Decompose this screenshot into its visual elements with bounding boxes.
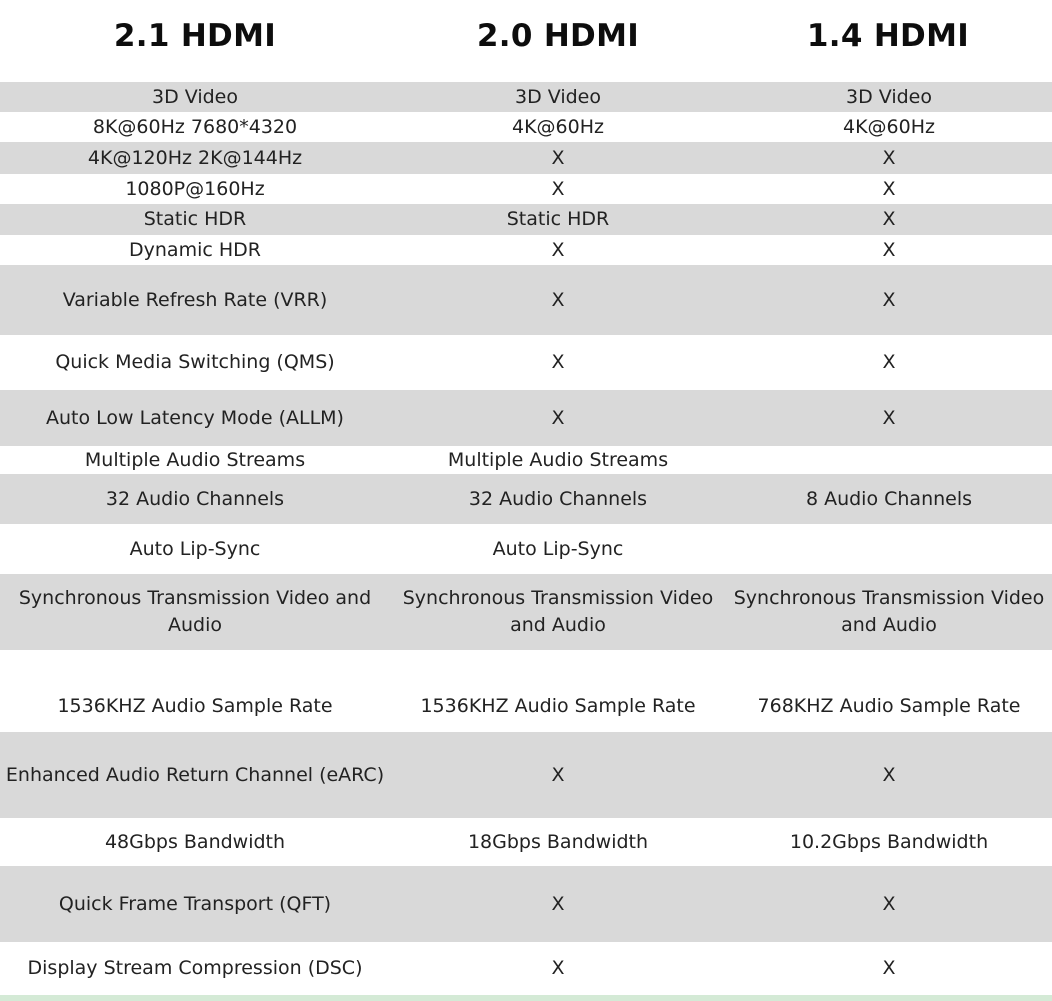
table-row <box>0 265 1052 335</box>
cell-hdmi-1-4: X <box>882 957 896 979</box>
footer-bar <box>0 995 1052 1001</box>
cell-hdmi-2-1: Quick Frame Transport (QFT) <box>58 892 332 915</box>
cell-hdmi-2-0: 32 Audio Channels <box>468 487 648 510</box>
table-row <box>0 524 1052 574</box>
cell-hdmi-1-4: X <box>882 238 896 261</box>
cell-hdmi-1-4 <box>726 524 1052 574</box>
cell-hdmi-1-4: 3D Video <box>846 85 932 108</box>
cell-hdmi-2-0: X <box>551 351 565 373</box>
cell-hdmi-1-4: X <box>882 177 896 200</box>
cell-hdmi-1-4: 8 Audio Channels <box>805 487 973 510</box>
cell-hdmi-2-0: Auto Lip-Sync <box>492 537 624 560</box>
cell-hdmi-2-0: X <box>551 238 565 261</box>
table-row <box>0 574 1052 650</box>
table-row <box>0 818 1052 866</box>
cell-hdmi-2-1: Variable Refresh Rate (VRR) <box>62 288 328 311</box>
cell-hdmi-2-1: Static HDR <box>143 208 247 230</box>
cell-hdmi-2-0: 18Gbps Bandwidth <box>467 830 649 853</box>
table-row <box>0 142 1052 174</box>
column-header-hdmi-2-1: 2.1 HDMI <box>113 18 277 54</box>
cell-hdmi-1-4: X <box>882 146 896 169</box>
cell-hdmi-2-1: Dynamic HDR <box>129 238 261 261</box>
cell-hdmi-1-4: Synchronous Transmission Video and Audio <box>733 587 1045 636</box>
table-row <box>0 174 1052 204</box>
cell-hdmi-1-4: X <box>882 406 896 429</box>
cell-hdmi-2-0: Static HDR <box>506 208 610 230</box>
cell-hdmi-1-4: X <box>882 892 896 915</box>
cell-hdmi-1-4: X <box>882 351 896 373</box>
cell-hdmi-2-0: X <box>551 146 565 169</box>
cell-hdmi-2-1: 48Gbps Bandwidth <box>104 830 286 853</box>
table-row <box>0 82 1052 112</box>
table-row <box>0 235 1052 265</box>
table-row <box>0 474 1052 524</box>
cell-hdmi-2-0: X <box>551 957 565 979</box>
table-row <box>0 732 1052 818</box>
table-row <box>0 335 1052 390</box>
cell-hdmi-2-1: 3D Video <box>152 85 238 108</box>
cell-hdmi-2-1: 1536KHZ Audio Sample Rate <box>57 694 333 717</box>
cell-hdmi-1-4: 768KHZ Audio Sample Rate <box>757 694 1021 717</box>
cell-hdmi-2-1: 32 Audio Channels <box>105 487 285 510</box>
table-row <box>0 112 1052 142</box>
table-row <box>0 390 1052 446</box>
cell-hdmi-2-0: 1536KHZ Audio Sample Rate <box>420 694 696 717</box>
cell-hdmi-2-0: X <box>551 763 565 786</box>
column-header-hdmi-1-4: 1.4 HDMI <box>806 18 970 54</box>
cell-hdmi-2-1: Auto Lip-Sync <box>129 537 261 560</box>
cell-hdmi-2-1: 8K@60Hz 7680*4320 <box>92 115 298 138</box>
cell-hdmi-2-1: 1080P@160Hz <box>125 177 265 200</box>
cell-hdmi-2-0: 3D Video <box>515 85 601 108</box>
cell-hdmi-2-0: X <box>551 892 565 915</box>
cell-hdmi-2-0: X <box>551 288 565 311</box>
cell-hdmi-2-1: Auto Low Latency Mode (ALLM) <box>46 406 344 429</box>
cell-hdmi-1-4: X <box>882 763 896 786</box>
cell-hdmi-2-1: 4K@120Hz 2K@144Hz <box>87 146 303 169</box>
table-row <box>0 866 1052 942</box>
cell-hdmi-2-1: Multiple Audio Streams <box>84 448 306 471</box>
cell-hdmi-2-0: X <box>551 177 565 200</box>
cell-hdmi-2-0: X <box>551 406 565 429</box>
cell-hdmi-2-0: 4K@60Hz <box>512 115 604 138</box>
cell-hdmi-2-0: Multiple Audio Streams <box>447 448 669 471</box>
table-row <box>0 650 1052 732</box>
cell-hdmi-2-1: Quick Media Switching (QMS) <box>55 351 335 373</box>
cell-hdmi-1-4: X <box>882 208 896 230</box>
cell-hdmi-2-1: Synchronous Transmission Video and Audio <box>18 587 372 636</box>
cell-hdmi-2-0: Synchronous Transmission Video and Audio <box>402 587 714 636</box>
comparison-header <box>0 0 1052 80</box>
cell-hdmi-1-4: X <box>882 288 896 311</box>
table-row <box>0 446 1052 474</box>
cell-hdmi-2-1: Display Stream Compression (DSC) <box>27 957 363 979</box>
column-header-hdmi-2-0: 2.0 HDMI <box>476 18 640 54</box>
cell-hdmi-1-4: 4K@60Hz <box>843 115 935 138</box>
cell-hdmi-1-4 <box>726 446 1052 474</box>
cell-hdmi-1-4: 10.2Gbps Bandwidth <box>789 830 989 853</box>
cell-hdmi-2-1: Enhanced Audio Return Channel (eARC) <box>5 763 385 786</box>
table-row <box>0 942 1052 995</box>
table-row <box>0 204 1052 235</box>
